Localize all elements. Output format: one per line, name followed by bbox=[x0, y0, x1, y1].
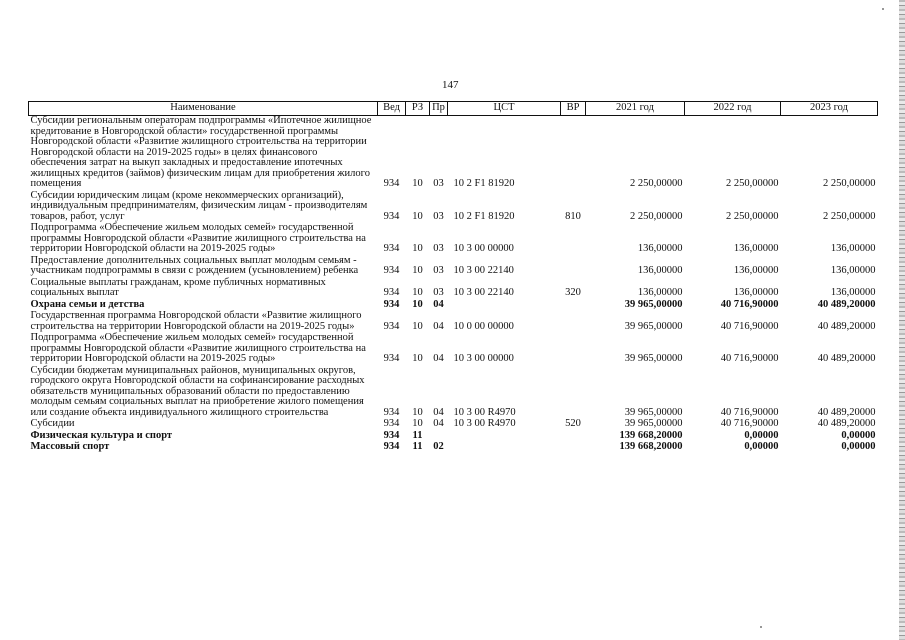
cell-vr bbox=[561, 223, 586, 256]
header-rz: РЗ bbox=[406, 102, 430, 116]
cell-name: Субсидии бюджетам муниципальных районов, муниципальных округов, городского округа Новгородской области на софинансирование расходных обязательств муниципальных образований области по предоставлению молодым семьям социальных выплат на приобретение жилого помещения или создание объекта индивидуального жилищного строительства bbox=[30, 364, 365, 418]
cell-vr bbox=[561, 366, 586, 420]
cell-y2021: 2 250,00000 bbox=[630, 178, 683, 189]
cell-y2022: 2 250,00000 bbox=[726, 178, 779, 189]
cell-ved: 934 bbox=[383, 210, 400, 222]
cell-rz: 10 bbox=[412, 418, 423, 429]
cell-y2021: 139 668,20000 bbox=[619, 441, 683, 452]
header-vr: ВР bbox=[561, 102, 586, 116]
cell-y2021: 39 965,00000 bbox=[624, 320, 683, 332]
cell-ved: 934 bbox=[383, 429, 400, 441]
table-row bbox=[29, 366, 878, 420]
cell-y2021: 2 250,00000 bbox=[630, 210, 683, 222]
header-name: Наименование bbox=[29, 102, 378, 116]
table-row bbox=[29, 333, 878, 366]
cell-cst: 10 3 00 22140 bbox=[453, 265, 514, 276]
cell-y2022: 40 716,90000 bbox=[720, 353, 779, 364]
cell-vr bbox=[561, 431, 586, 443]
cell-pr: 04 bbox=[433, 406, 444, 418]
table-row bbox=[29, 256, 878, 278]
cell-y2023: 2 250,00000 bbox=[823, 178, 876, 189]
cell-y2022: 2 250,00000 bbox=[726, 210, 779, 222]
cell-cst: 10 3 00 00000 bbox=[453, 353, 514, 364]
cell-ved: 934 bbox=[383, 178, 400, 189]
cell-ved: 934 bbox=[383, 287, 400, 298]
cell-pr: 04 bbox=[433, 320, 444, 332]
cell-ved: 934 bbox=[383, 243, 400, 254]
cell-vr bbox=[561, 311, 586, 333]
cell-name: Субсидии юридическим лицам (кроме некоммерческих организаций), индивидуальным предпринимателям, физическим лицам - производителям товаров, работ, услуг bbox=[30, 189, 368, 222]
cell-rz: 10 bbox=[412, 265, 423, 276]
cell-cst: 10 3 00 R4970 bbox=[453, 406, 516, 418]
cell-y2021: 39 965,00000 bbox=[624, 418, 683, 429]
cell-rz: 10 bbox=[412, 287, 423, 298]
cell-y2023: 136,00000 bbox=[830, 265, 876, 276]
table-row bbox=[29, 223, 878, 256]
cell-y2021: 136,00000 bbox=[637, 287, 683, 298]
cell-rz: 11 bbox=[412, 429, 423, 441]
cell-y2022: 40 716,90000 bbox=[720, 418, 779, 429]
table-row bbox=[29, 191, 878, 224]
cell-y2021: 136,00000 bbox=[637, 243, 683, 254]
header-2021: 2021 год bbox=[586, 102, 685, 116]
cell-y2022: 0,00000 bbox=[744, 429, 779, 441]
cell-vr bbox=[561, 333, 586, 366]
cell-y2021: 139 668,20000 bbox=[619, 429, 683, 441]
cell-pr: 04 bbox=[433, 298, 444, 310]
cell-y2023: 0,00000 bbox=[841, 429, 876, 441]
cell-y2021: 136,00000 bbox=[637, 265, 683, 276]
scan-speck bbox=[882, 8, 884, 10]
cell-ved: 934 bbox=[383, 406, 400, 418]
scan-speck bbox=[760, 626, 762, 628]
cell-rz: 10 bbox=[412, 320, 423, 332]
table-row bbox=[29, 311, 878, 333]
cell-y2023: 2 250,00000 bbox=[823, 210, 876, 222]
cell-cst: 10 2 F1 81920 bbox=[453, 178, 515, 189]
table-row bbox=[29, 116, 878, 191]
cell-y2022: 40 716,90000 bbox=[720, 320, 779, 332]
cell-y2021: 39 965,00000 bbox=[624, 406, 683, 418]
cell-rz: 10 bbox=[412, 210, 423, 222]
scan-edge bbox=[899, 0, 905, 640]
cell-y2023: 136,00000 bbox=[830, 287, 876, 298]
cell-ved: 934 bbox=[383, 298, 400, 310]
cell-rz: 10 bbox=[412, 178, 423, 189]
cell-vr: 520 bbox=[565, 418, 581, 429]
cell-vr bbox=[561, 256, 586, 278]
cell-vr: 810 bbox=[565, 210, 581, 222]
cell-vr bbox=[561, 116, 586, 191]
cell-y2023: 40 489,20000 bbox=[817, 418, 876, 429]
cell-y2022: 0,00000 bbox=[744, 441, 779, 452]
cell-y2023: 40 489,20000 bbox=[817, 320, 876, 332]
cell-cst bbox=[448, 442, 561, 454]
cell-name: Субсидии bbox=[30, 418, 75, 429]
cell-name: Охрана семьи и детства bbox=[30, 298, 145, 310]
cell-pr: 03 bbox=[433, 243, 444, 254]
cell-name: Подпрограмма «Обеспечение жильем молодых семей» государственной программы Новгородской области «Развитие жилищного строительства на территории Новгородской области на 2019-2025 годы» bbox=[30, 332, 366, 364]
cell-rz: 10 bbox=[412, 406, 423, 418]
cell-y2022: 136,00000 bbox=[733, 287, 779, 298]
cell-pr: 03 bbox=[433, 265, 444, 276]
cell-y2023: 0,00000 bbox=[841, 441, 876, 452]
cell-cst bbox=[448, 431, 561, 443]
table-row bbox=[29, 442, 878, 454]
cell-y2021: 39 965,00000 bbox=[624, 353, 683, 364]
cell-ved: 934 bbox=[383, 441, 400, 452]
cell-pr: 03 bbox=[433, 287, 444, 298]
cell-cst: 10 0 00 00000 bbox=[453, 320, 514, 332]
cell-cst: 10 2 F1 81920 bbox=[453, 210, 515, 222]
cell-pr: 03 bbox=[433, 210, 444, 222]
header-2022: 2022 год bbox=[685, 102, 781, 116]
cell-ved: 934 bbox=[383, 418, 400, 429]
cell-y2022: 40 716,90000 bbox=[720, 406, 779, 418]
cell-rz: 11 bbox=[412, 441, 423, 452]
table-row bbox=[29, 278, 878, 300]
cell-vr bbox=[561, 300, 586, 312]
cell-ved: 934 bbox=[383, 265, 400, 276]
cell-rz: 10 bbox=[412, 243, 423, 254]
header-2023: 2023 год bbox=[781, 102, 878, 116]
header-cst: ЦСТ bbox=[448, 102, 561, 116]
cell-pr: 04 bbox=[433, 418, 444, 429]
table-header-row bbox=[29, 102, 878, 116]
cell-name: Физическая культура и спорт bbox=[30, 429, 173, 441]
cell-rz: 10 bbox=[412, 298, 423, 310]
cell-y2022: 40 716,90000 bbox=[720, 298, 779, 310]
cell-y2023: 40 489,20000 bbox=[817, 353, 876, 364]
cell-name: Предоставление дополнительных социальных выплат молодым семьям - участникам подпрограммы в связи с рождением (усыновлением) ребенка bbox=[30, 254, 359, 276]
cell-name: Субсидии региональным операторам подпрограммы «Ипотечное жилищное кредитование в Новгородской области» государственной программы Новгородской области «Развитие жилищного строительства на территории Новгородской области на 2019-2025 годы» в целях финансового обеспечения затрат на выкуп закладных и предоставление ипотечных жилищных кредитов (займов) физическим лицам для приобретения жилого помещения bbox=[30, 115, 372, 189]
cell-y2022: 136,00000 bbox=[733, 265, 779, 276]
header-ved: Вед bbox=[378, 102, 406, 116]
header-pr: Пр bbox=[430, 102, 448, 116]
cell-vr bbox=[561, 442, 586, 454]
cell-name: Массовый спорт bbox=[30, 441, 110, 452]
cell-ved: 934 bbox=[383, 353, 400, 364]
cell-y2023: 136,00000 bbox=[830, 243, 876, 254]
cell-name: Социальные выплаты гражданам, кроме публичных нормативных социальных выплат bbox=[30, 276, 326, 298]
cell-vr: 320 bbox=[565, 287, 581, 298]
cell-pr: 04 bbox=[433, 353, 444, 364]
cell-y2022: 136,00000 bbox=[733, 243, 779, 254]
cell-rz: 10 bbox=[412, 353, 423, 364]
cell-y2021: 39 965,00000 bbox=[624, 298, 683, 310]
cell-ved: 934 bbox=[383, 320, 400, 332]
cell-cst: 10 3 00 22140 bbox=[453, 287, 514, 298]
budget-table bbox=[28, 101, 878, 454]
cell-y2023: 40 489,20000 bbox=[817, 298, 876, 310]
cell-name: Подпрограмма «Обеспечение жильем молодых семей» государственной программы Новгородской области «Развитие жилищного строительства на территории Новгородской области на 2019-2025 годы» bbox=[30, 222, 366, 254]
page-number: 147 bbox=[442, 79, 459, 91]
cell-cst: 10 3 00 00000 bbox=[453, 243, 514, 254]
cell-y2023: 40 489,20000 bbox=[817, 406, 876, 418]
cell-name: Государственная программа Новгородской области «Развитие жилищного строительства на территории Новгородской области на 2019-2025 годы» bbox=[30, 310, 362, 332]
table-row bbox=[29, 419, 878, 431]
cell-pr: 02 bbox=[433, 441, 444, 452]
cell-pr: 03 bbox=[433, 178, 444, 189]
cell-cst bbox=[448, 300, 561, 312]
cell-cst: 10 3 00 R4970 bbox=[453, 418, 516, 429]
